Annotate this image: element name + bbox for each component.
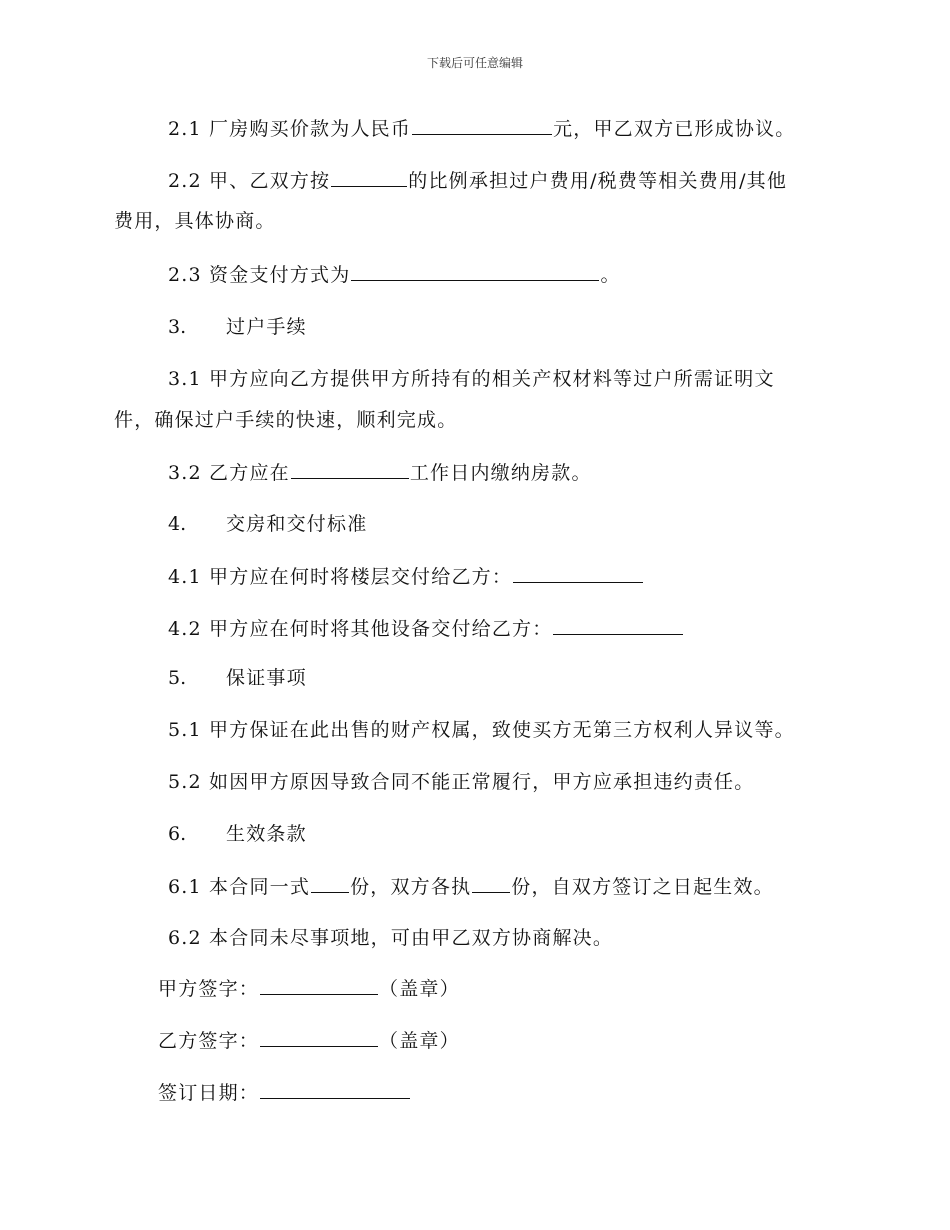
- clause-2-2-text-end: 的比例承担过户费用/税费等相关费用/其他: [408, 170, 788, 192]
- clause-6-1-text-end: 份，自双方签订之日起生效。: [511, 876, 774, 898]
- clause-3-1-line2: 件，确保过户手续的快速，顺利完成。: [114, 409, 458, 431]
- party-b-seal: （盖章）: [379, 1030, 460, 1052]
- party-a-seal: （盖章）: [379, 978, 460, 1000]
- section-6-title: 生效条款: [226, 823, 307, 845]
- clause-3-2-text: 3.2 乙方应在: [168, 462, 290, 484]
- clause-2-3-text: 2.3 资金支付方式为: [168, 264, 351, 286]
- section-6-number: 6.: [168, 823, 187, 845]
- clause-2-1-text: 2.1 厂房购买价款为人民币: [168, 118, 412, 140]
- clause-3-2: [0, 460, 950, 485]
- section-4-heading: [0, 512, 950, 536]
- clause-2-2-text: 2.2 甲、乙双方按: [168, 170, 331, 192]
- clause-6-1: [0, 874, 950, 899]
- workdays-blank: [291, 460, 409, 479]
- ratio-blank: [331, 168, 407, 187]
- signing-date-blank: [260, 1080, 410, 1099]
- signing-date: [0, 1080, 950, 1105]
- clause-3-2-text-end: 工作日内缴纳房款。: [409, 462, 592, 484]
- clause-6-2: 6.2 本合同未尽事项地，可由甲乙双方协商解决。: [168, 927, 614, 949]
- price-blank: [412, 116, 552, 135]
- clause-2-3: [0, 262, 950, 287]
- signing-date-label: 签订日期：: [158, 1082, 260, 1104]
- page-header: 下载后可任意编辑: [426, 56, 523, 70]
- party-a-signature: [0, 976, 950, 1001]
- party-b-label: 乙方签字：: [158, 1030, 260, 1052]
- clause-2-3-text-end: 。: [600, 264, 621, 286]
- section-3-heading: [0, 315, 950, 339]
- clause-2-1: [0, 116, 950, 141]
- section-3-number: 3.: [168, 316, 187, 338]
- section-5-title: 保证事项: [226, 667, 307, 689]
- copies-each-blank: [472, 874, 510, 893]
- payment-method-blank: [351, 262, 599, 281]
- clause-4-2-text: 4.2 甲方应在何时将其他设备交付给乙方：: [168, 618, 553, 640]
- party-b-signature-blank: [260, 1028, 378, 1047]
- clause-3-1-line1: 3.1 甲方应向乙方提供甲方所持有的相关产权材料等过户所需证明文: [168, 368, 775, 390]
- clause-5-1: 5.1 甲方保证在此出售的财产权属，致使买方无第三方权利人异议等。: [168, 719, 795, 741]
- party-a-signature-blank: [260, 976, 378, 995]
- section-4-title: 交房和交付标准: [226, 513, 368, 535]
- clause-2-2: [0, 168, 950, 193]
- party-a-label: 甲方签字：: [158, 978, 260, 1000]
- clause-4-1-text: 4.1 甲方应在何时将楼层交付给乙方：: [168, 566, 513, 588]
- clause-2-2-continuation: 费用，具体协商。: [114, 210, 276, 232]
- party-b-signature: [0, 1028, 950, 1053]
- section-5-heading: [0, 666, 950, 690]
- equipment-delivery-blank: [553, 616, 683, 635]
- section-5-number: 5.: [168, 667, 187, 689]
- section-6-heading: [0, 822, 950, 846]
- clause-6-1-text: 6.1 本合同一式: [168, 876, 311, 898]
- clause-2-1-text-end: 元，甲乙双方已形成协议。: [553, 118, 796, 140]
- clause-6-1-text-mid: 份，双方各执: [350, 876, 472, 898]
- floor-delivery-blank: [513, 564, 643, 583]
- clause-4-2: [0, 616, 950, 641]
- clause-4-1: [0, 564, 950, 589]
- copies-total-blank: [311, 874, 349, 893]
- section-3-title: 过户手续: [226, 316, 307, 338]
- clause-5-2: 5.2 如因甲方原因导致合同不能正常履行，甲方应承担违约责任。: [168, 771, 755, 793]
- section-4-number: 4.: [168, 513, 187, 535]
